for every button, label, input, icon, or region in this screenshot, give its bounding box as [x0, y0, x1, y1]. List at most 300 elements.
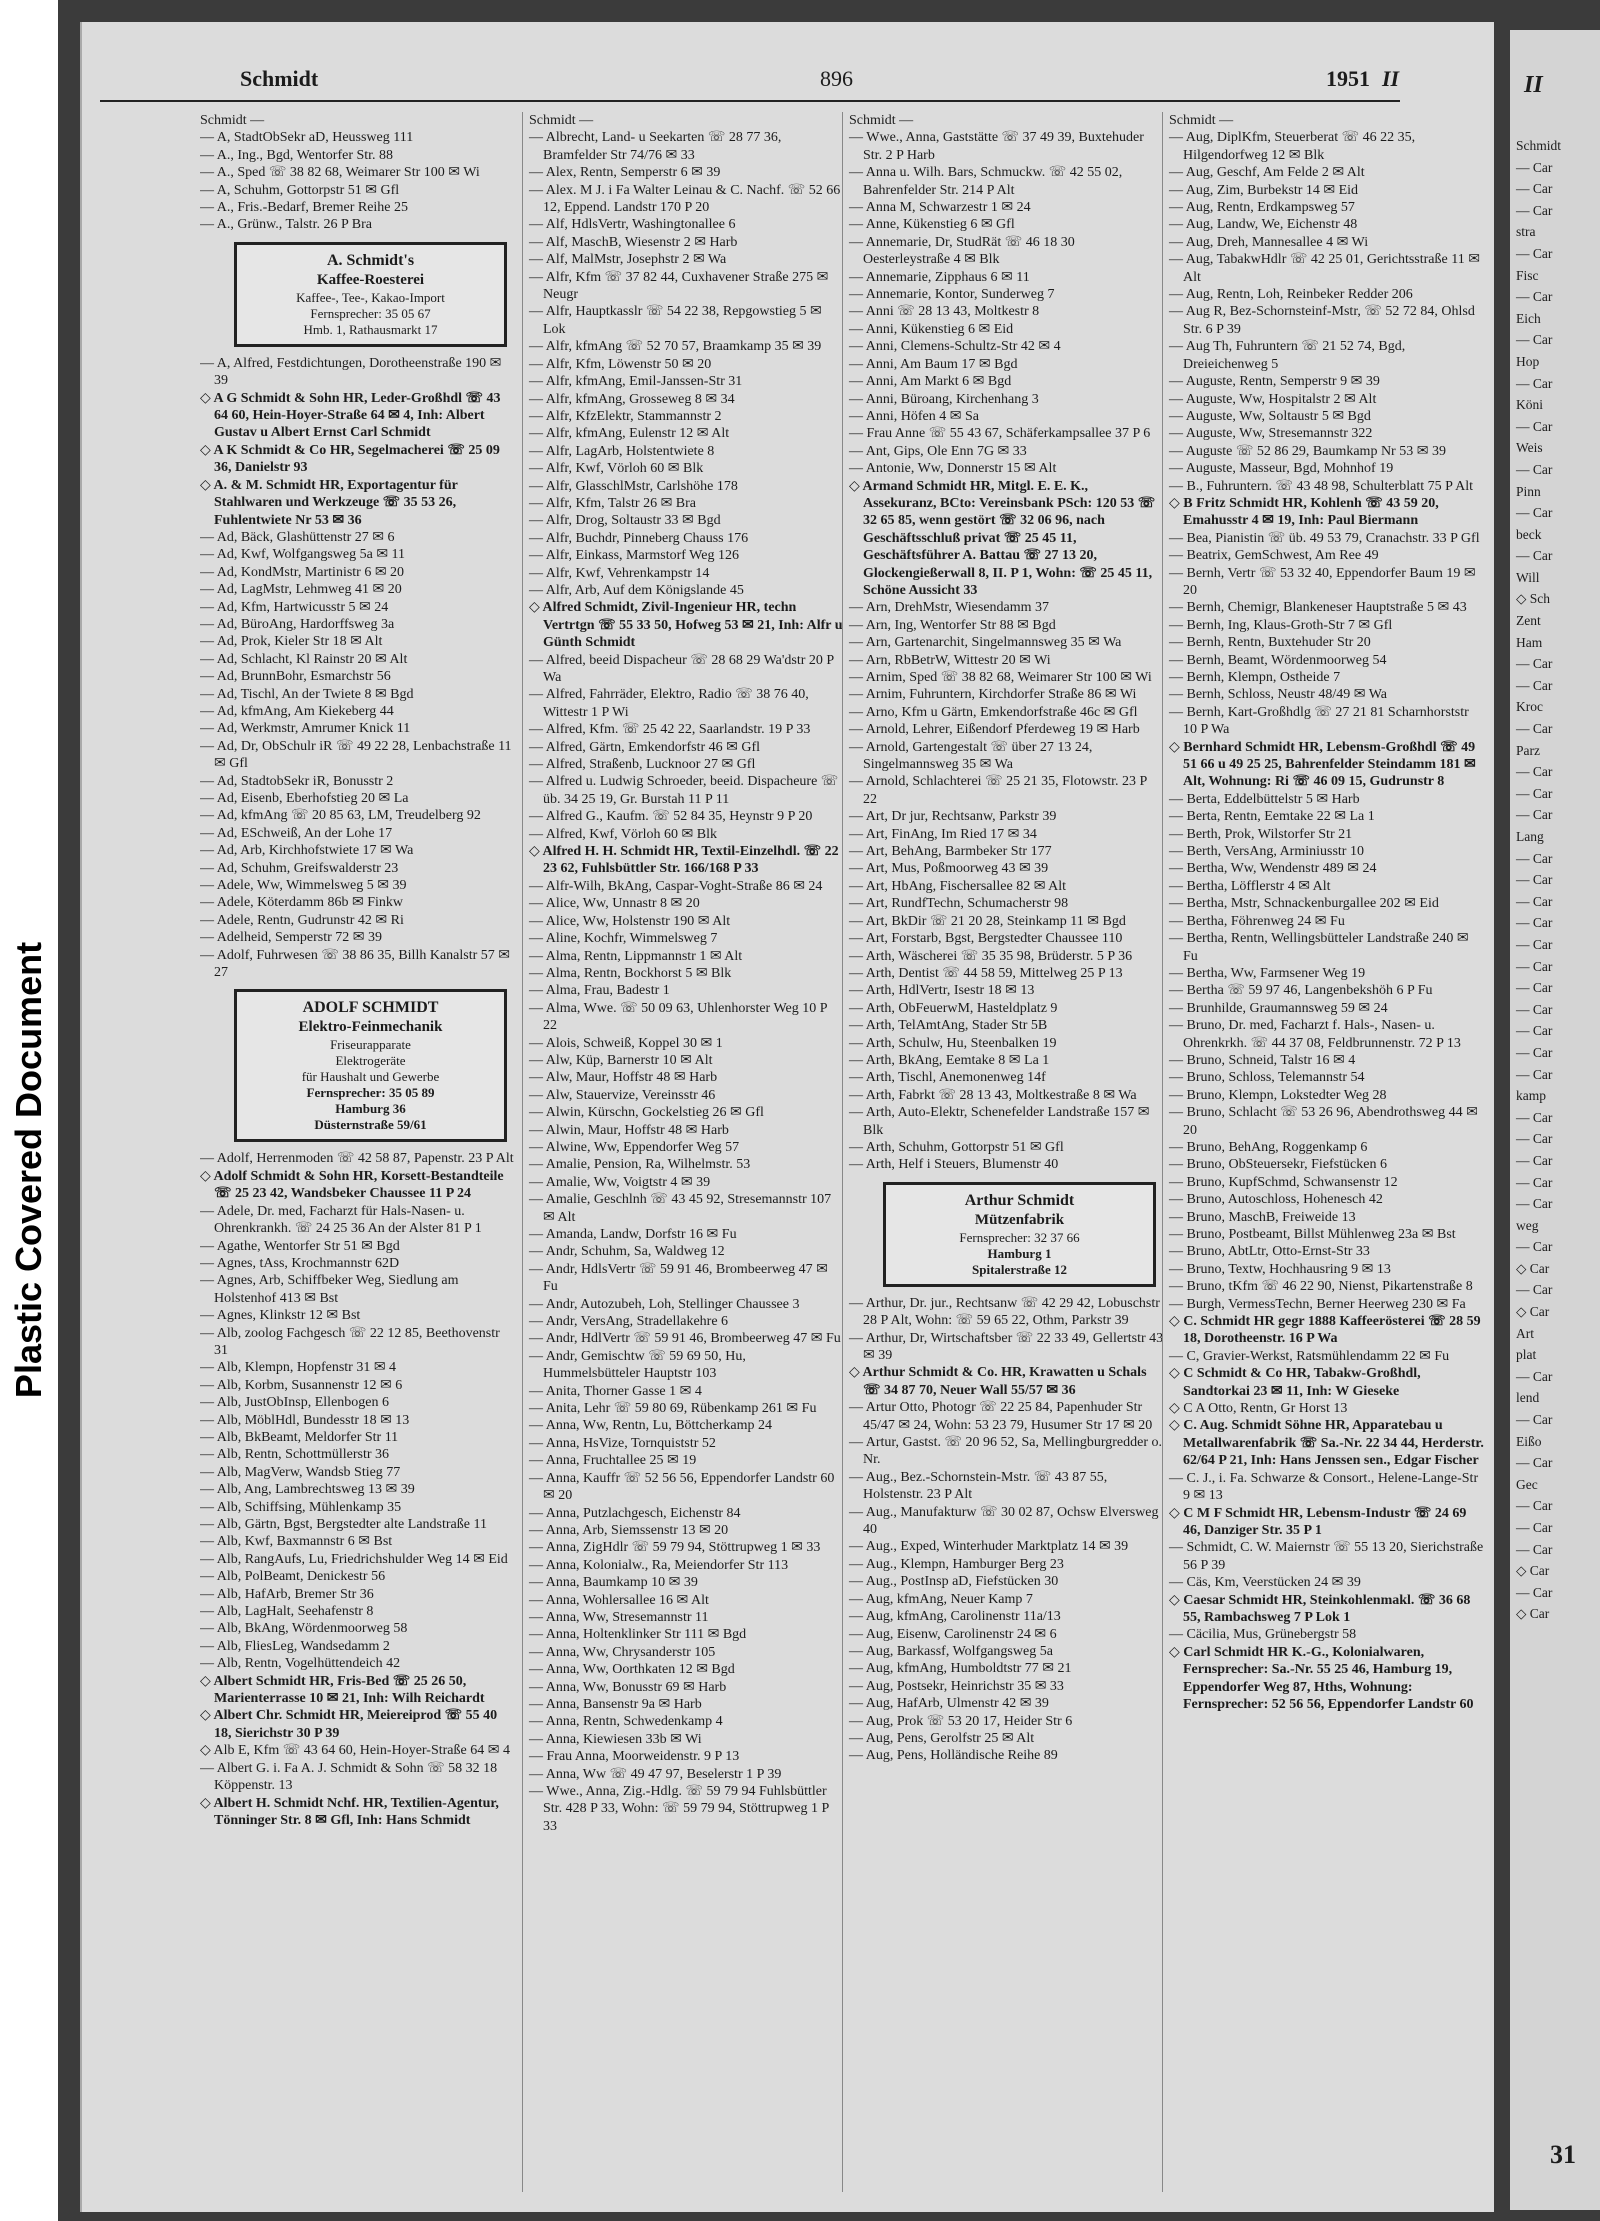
directory-entry: — Aline, Kochfr, Wimmelsweg 7 — [529, 931, 718, 947]
directory-entry: — Ad, Eisenb, Eberhofstieg 20 ✉ La — [200, 791, 409, 806]
directory-entry: — Alfr, Kwf, Vörloh 60 ✉ Blk — [529, 461, 704, 477]
directory-entry: — Car — [1516, 1152, 1553, 1168]
directory-entry: — Arth, Wäscherei ☏ 35 35 98, Brüderstr. 5 P 36 — [849, 948, 1133, 964]
directory-entry: — Aug, Prok ☏ 53 20 17, Heider Str 6 — [849, 1713, 1073, 1729]
directory-entry: — Alw, Küp, Barnerstr 10 ✉ Alt — [529, 1052, 713, 1068]
directory-entry: — Alb, FliesLeg, Wandsedamm 2 — [200, 1638, 390, 1654]
directory-entry: Parz — [1516, 742, 1540, 758]
directory-entry: — Annemarie, Dr, StudRät ☏ 46 18 30 Oesterleystraße 4 ✉ Blk — [849, 234, 1075, 268]
directory-entry: — Amanda, Landw, Dorfstr 16 ✉ Fu — [529, 1227, 737, 1242]
directory-entry: — Art, BehAng, Barmbeker Str 177 — [849, 844, 1052, 860]
directory-entry: Schmidt — — [849, 113, 914, 128]
directory-entry: — Alex. M J. i Fa Walter Leinau & C. Nachf. ☏ 52 66 12, Eppend. Landstr 170 P 20 — [529, 182, 841, 216]
advert-kaffee-roesterei — [234, 242, 507, 347]
directory-entry: ◇ Alfred Schmidt, Zivil-Ingenieur HR, techn Vertrtgn ☏ 55 33 50, Hofweg 53 ✉ 21, Inh: Alfr u Günth Schmidt — [529, 600, 843, 651]
directory-entry: — Aug, Postsekr, Heinrichstr 35 ✉ 33 — [849, 1678, 1064, 1694]
directory-entry: — Alb, MöblHdl, Bundesstr 18 ✉ 13 — [200, 1412, 410, 1428]
directory-entry: — Andr, HdlsVertr ☏ 59 91 46, Brombeerweg 47 ✉ Fu — [529, 1261, 828, 1295]
directory-entry: — Annemarie, Kontor, Sunderweg 7 — [849, 287, 1055, 303]
directory-entry: — Bernh, Rentn, Buxtehuder Str 20 — [1169, 635, 1371, 651]
directory-entry: — Auguste, Rentn, Semperstr 9 ✉ 39 — [1169, 374, 1380, 390]
directory-entry: — Bruno, Klempn, Lokstedter Weg 28 — [1169, 1087, 1387, 1103]
directory-entry: — Anna u. Wilh. Bars, Schmuckw. ☏ 42 55 02, Bahrenfelder Str. 214 P Alt — [849, 165, 1123, 198]
directory-entry: — Alfred, Kfm. ☏ 25 42 22, Saarlandstr. 19 P 33 — [529, 722, 811, 738]
directory-entry: — Car — [1516, 936, 1553, 952]
directory-entry: — Car — [1516, 677, 1553, 693]
directory-entry: Eißo — [1516, 1433, 1542, 1449]
directory-entry: — Auguste, Ww, Hospitalstr 2 ✉ Alt — [1169, 391, 1377, 407]
directory-entry: — Alfred u. Ludwig Schroeder, beeid. Dispacheure ☏ üb. 34 25 19, Gr. Burstah 11 P 11 — [529, 774, 839, 807]
directory-entry: — Alwin, Maur, Hoffstr 48 ✉ Harb — [529, 1122, 729, 1138]
directory-entry: — Agnes, Klinkstr 12 ✉ Bst — [200, 1308, 361, 1324]
directory-entry: — Anna, Kolonialw., Ra, Meiendorfer Str 113 — [529, 1557, 789, 1573]
directory-columns — [200, 112, 1492, 2192]
directory-entry: — Anni, Clemens-Schultz-Str 42 ✉ 4 — [849, 339, 1061, 355]
advert-subtitle: Kaffee-Roesterei — [316, 271, 425, 288]
directory-entry: — Bruno, BehAng, Roggenkamp 6 — [1169, 1139, 1368, 1155]
directory-entry: — Anna, Wohlersallee 16 ✉ Alt — [529, 1592, 709, 1608]
directory-entry: — Arnim, Sped ☏ 38 82 68, Weimarer Str 100 ✉ Wi — [849, 670, 1152, 685]
directory-entry: ◇ Sch — [1516, 591, 1551, 607]
directory-entry: ◇ Car — [1516, 1304, 1550, 1320]
directory-entry: ◇ Armand Schmidt HR, Mitgl. E. E. K., Assekuranz, BCto: Vereinsbank PSch: 120 53 ☏ 32 65 85, wenn gestört ☏ 32 06 96, nach Geschäftsschluß privat ☏ 25 45 11, Geschäftsführer A. Battau ☏ 27 13 20, Glockengießerwall 8, II. P 1, Wohn: ☏ 25 45 11, Schöne Aussicht 33 — [849, 478, 1156, 598]
directory-entry: — Bertha, Föhrenweg 24 ✉ Fu — [1169, 913, 1345, 929]
directory-entry: — Car — [1516, 1044, 1553, 1060]
directory-entry: — Andr, Gemischtw ☏ 59 69 50, Hu, Hummelsbütteler Hauptstr 103 — [529, 1348, 746, 1382]
directory-entry: — Arth, Dentist ☏ 44 58 59, Mittelweg 25 P 13 — [849, 965, 1123, 981]
advert-line: Elektrogeräte — [335, 1053, 406, 1069]
directory-entry: — Alfred, beeid Dispacheur ☏ 28 68 29 Wa'dstr 20 P Wa — [529, 652, 834, 685]
directory-entry: — Arn, Ing, Wentorfer Str 88 ✉ Bgd — [849, 617, 1056, 633]
directory-entry: Fisc — [1516, 267, 1539, 283]
directory-entry: — Amalie, Pension, Ra, Wilhelmstr. 53 — [529, 1157, 751, 1173]
directory-entry: — Adele, Dr. med, Facharzt für Hals-Nasen- u. Ohrenkrankh. ☏ 24 25 36 An der Alster 81 P 1 — [200, 1203, 482, 1237]
directory-entry: — Art, Forstarb, Bgst, Bergstedter Chaussee 110 — [849, 931, 1123, 947]
directory-entry: — Car — [1516, 332, 1553, 348]
directory-entry: Schmidt — — [529, 113, 594, 128]
directory-entry: Art — [1516, 1325, 1534, 1341]
directory-entry: — Ad, Tischl, An der Twiete 8 ✉ Bgd — [200, 686, 414, 702]
directory-entry: — Alb, BkAng, Wördenmoorweg 58 — [200, 1621, 408, 1637]
directory-entry: — Car — [1516, 375, 1553, 391]
directory-entry: — Alb, Ang, Lambrechtsweg 13 ✉ 39 — [200, 1482, 415, 1498]
directory-entry: ◇ C. Schmidt HR gegr 1888 Kaffeerösterei ☏ 28 59 18, Dorotheenstr. 16 P Wa — [1169, 1314, 1481, 1347]
plastic-cover-banner — [0, 0, 58, 2221]
directory-entry: — Adele, Rentn, Gudrunstr 42 ✉ Ri — [200, 912, 404, 928]
directory-entry: Schmidt — [1516, 138, 1562, 153]
directory-entry: — Car — [1516, 785, 1553, 801]
directory-entry: — Car — [1516, 1455, 1553, 1471]
directory-entry: — Anna, Putzlachgesch, Eichenstr 84 — [529, 1505, 741, 1521]
directory-entry: Kroc — [1516, 699, 1543, 715]
directory-entry: ◇ Alfred H. H. Schmidt HR, Textil-Einzelhdl. ☏ 22 23 62, Fuhlsbüttler Str. 166/168 P 33 — [529, 844, 839, 877]
directory-entry: ◇ Alb E, Kfm ☏ 43 64 60, Hein-Hoyer-Straße 64 ✉ 4 — [200, 1743, 510, 1759]
directory-entry: — Adele, Köterdamm 86b ✉ Finkw — [200, 895, 404, 911]
advert-line: Hmb. 1, Rathausmarkt 17 — [303, 321, 438, 337]
directory-entry: — Ad, Prok, Kieler Str 18 ✉ Alt — [200, 634, 383, 650]
directory-entry: — C, Gravier-Werkst, Ratsmühlendamm 22 ✉ Fu — [1169, 1348, 1450, 1364]
directory-entry: — Adolf, Herrenmoden ☏ 42 58 87, Papenstr. 23 P Alt — [200, 1151, 514, 1167]
directory-entry: — Wwe., Anna, Gaststätte ☏ 37 49 39, Buxtehuder Str. 2 P Harb — [849, 130, 1144, 163]
directory-entry: — Aug., Bez.-Schornstein-Mstr. ☏ 43 87 55, Holstenstr. 23 P Alt — [849, 1469, 1108, 1503]
directory-entry: — Alw, Maur, Hoffstr 48 ✉ Harb — [529, 1070, 718, 1086]
directory-entry: — Bernh, Kart-Großhdlg ☏ 27 21 81 Scharnhorststr 10 P Wa — [1169, 704, 1469, 738]
directory-entry: — Alfred, Gärtn, Emkendorfstr 46 ✉ Gfl — [529, 739, 761, 755]
directory-entry: — Aug, kfmAng, Humboldtstr 77 ✉ 21 — [849, 1661, 1072, 1677]
directory-entry: — Alfred G., Kaufm. ☏ 52 84 35, Heynstr 9 P 20 — [529, 809, 813, 825]
directory-entry: — Albrecht, Land- u Seekarten ☏ 28 77 36, Bramfelder Str 74/76 ✉ 33 — [529, 130, 782, 163]
directory-entry: — Agnes, tAss, Krochmannstr 62D — [200, 1255, 400, 1271]
advert-city: Hamburg 36 — [335, 1101, 406, 1117]
directory-entry: — Alfr, Kfm ☏ 37 82 44, Cuxhavener Straße 275 ✉ Neugr — [529, 269, 829, 303]
directory-entry: — Bruno, Schneid, Talstr 16 ✉ 4 — [1169, 1052, 1356, 1068]
directory-entry: — Car — [1516, 1282, 1553, 1298]
advert-name: A. Schmidt's — [326, 251, 415, 269]
directory-entry: — Ad, Bäck, Glashüttenstr 27 ✉ 6 — [200, 529, 395, 545]
directory-entry: — Arno, Kfm u Gärtn, Emkendorfstraße 46c ✉ Gfl — [849, 704, 1138, 720]
directory-entry: — Annemarie, Zipphaus 6 ✉ 11 — [849, 269, 1030, 285]
advert-name: Arthur Schmidt — [964, 1191, 1075, 1209]
directory-entry: weg — [1516, 1217, 1539, 1233]
directory-entry: Weis — [1516, 440, 1543, 456]
directory-entry: — Alb, Schiffsing, Mühlenkamp 35 — [200, 1499, 402, 1515]
advert-name: ADOLF SCHMIDT — [302, 999, 439, 1017]
directory-entry: — Bruno, KupfSchmd, Schwansenstr 12 — [1169, 1174, 1398, 1190]
directory-entry: — Car — [1516, 764, 1553, 780]
adjacent-page-edge — [1510, 30, 1600, 2210]
directory-entry: ◇ B Fritz Schmidt HR, Kohlenh ☏ 43 59 20, Emahusstr 4 ✉ 19, Inh: Paul Biermann — [1169, 495, 1439, 529]
directory-entry: — Berth, Prok, Wilstorfer Str 21 — [1169, 826, 1353, 842]
directory-entry: — Car — [1516, 245, 1553, 261]
directory-entry: — Art, FinAng, Im Ried 17 ✉ 34 — [849, 826, 1037, 842]
directory-entry: — Amalie, Ww, Voigtstr 4 ✉ 39 — [529, 1174, 711, 1190]
directory-entry: — Bruno, Postbeamt, Billst Mühlenweg 23a ✉ Bst — [1169, 1227, 1456, 1242]
directory-entry: — Bea, Pianistin ☏ üb. 49 53 79, Cranachstr. 33 P Gfl — [1169, 530, 1480, 546]
directory-entry: — Anna, ZigHdlr ☏ 59 79 94, Stöttrupweg 1 ✉ 33 — [529, 1540, 821, 1556]
directory-entry: — Alwin, Kürschn, Gockelstieg 26 ✉ Gfl — [529, 1105, 764, 1121]
directory-entry: — Anita, Thorner Gasse 1 ✉ 4 — [529, 1383, 702, 1399]
directory-entry: — Auguste, Ww, Soltaustr 5 ✉ Bgd — [1169, 408, 1371, 424]
directory-entry: — Arth, Helf i Steuers, Blumenstr 40 — [849, 1157, 1059, 1173]
header-volume: II — [1382, 66, 1400, 91]
directory-entry: — Alb, RangAufs, Lu, Friedrichshulder Weg 14 ✉ Eid — [200, 1551, 508, 1567]
directory-entry: — A, Alfred, Festdichtungen, Dorotheenstraße 190 ✉ 39 — [200, 355, 502, 389]
directory-entry: — Arn, RbBetrW, Wittestr 20 ✉ Wi — [849, 652, 1051, 668]
directory-entry: — Anna, Ww, Bonusstr 69 ✉ Harb — [529, 1679, 727, 1695]
directory-entry: — Bertha, Löfflerstr 4 ✉ Alt — [1169, 878, 1331, 894]
directory-entry: — Car — [1516, 915, 1553, 931]
directory-entry: — Auguste ☏ 52 86 29, Baumkamp Nr 53 ✉ 39 — [1169, 443, 1446, 459]
directory-entry: — Frau Anne ☏ 55 43 67, Schäferkampsallee 37 P 6 — [849, 426, 1151, 442]
directory-entry: — Alma, Rentn, Lippmannstr 1 ✉ Alt — [529, 948, 743, 964]
directory-entry: — B., Fuhruntern. ☏ 43 48 98, Schulterblatt 75 P Alt — [1169, 478, 1473, 494]
directory-entry: — Art, HbAng, Fischersallee 82 ✉ Alt — [849, 878, 1067, 894]
directory-entry: — Ad, BrunnBohr, Esmarchstr 56 — [200, 669, 391, 685]
directory-entry: — Car — [1516, 1066, 1553, 1082]
directory-entry: — Burgh, VermessTechn, Berner Heerweg 230 ✉ Fa — [1169, 1296, 1466, 1312]
directory-entry: ◇ Carl Schmidt HR K.-G., Kolonialwaren, Fernsprecher: Sa.-Nr. 55 25 46, Hamburg 19, Eppendorfer Weg 87, Hths, Wohnung: Fernsprecher: 52 56 56, Eppendorfer Landstr 60 — [1169, 1644, 1474, 1712]
directory-entry: — Alfr, kfmAng, Emil-Janssen-Str 31 — [529, 374, 743, 390]
directory-entry: — Ad, Arb, Kirchhofstwiete 17 ✉ Wa — [200, 843, 414, 859]
directory-entry: — Arth, Fabrkt ☏ 28 13 43, Moltkestraße 8 ✉ Wa — [849, 1087, 1137, 1103]
directory-entry: stra — [1516, 224, 1536, 240]
directory-entry: — Ad, kfmAng ☏ 20 85 63, LM, Treudelberg 92 — [200, 808, 481, 824]
directory-entry: — Anni, Am Markt 6 ✉ Bgd — [849, 374, 1012, 390]
directory-entry: plat — [1516, 1347, 1537, 1363]
directory-entry: — Aug., Klempn, Hamburger Berg 23 — [849, 1556, 1064, 1572]
directory-entry: Eich — [1516, 310, 1541, 326]
directory-entry: — Aug, HafArb, Ulmenstr 42 ✉ 39 — [849, 1696, 1049, 1712]
directory-entry: — Arnim, Fuhruntern, Kirchdorfer Straße 86 ✉ Wi — [849, 687, 1137, 703]
directory-entry: Schmidt — — [1169, 113, 1234, 128]
directory-entry: — Ad, KondMstr, Martinistr 6 ✉ 20 — [200, 564, 405, 580]
page-header — [100, 64, 1400, 102]
directory-entry: — Bruno, Autoschloss, Hohenesch 42 — [1169, 1192, 1383, 1208]
directory-entry: — Amalie, Geschlnh ☏ 43 45 92, Stresemannstr 107 ✉ Alt — [529, 1192, 832, 1225]
directory-entry: — Frau Anna, Moorweidenstr. 9 P 13 — [529, 1749, 740, 1765]
directory-entry: — Anni, Büroang, Kirchenhang 3 — [849, 391, 1039, 407]
directory-entry: — Berth, VersAng, Arminiusstr 10 — [1169, 844, 1364, 860]
directory-entry: — Schmidt, C. W. Maiernstr ☏ 55 13 20, Sierichstraße 56 P 39 — [1169, 1540, 1484, 1573]
directory-entry: — Anni, Am Baum 17 ✉ Bgd — [849, 356, 1018, 372]
directory-entry: — Arnold, Schlachterei ☏ 25 21 35, Flotowstr. 23 P 22 — [849, 774, 1147, 807]
directory-entry: — Car — [1516, 1498, 1553, 1514]
directory-entry: — Beatrix, GemSchwest, Am Ree 49 — [1169, 548, 1379, 564]
directory-entry: — Ad, ESchweiß, An der Lohe 17 — [200, 825, 393, 841]
directory-entry: — Anna, Fruchtallee 25 ✉ 19 — [529, 1453, 697, 1469]
directory-entry: ◇ A. & M. Schmidt HR, Exportagentur für Stahlwaren und Werkzeuge ☏ 35 53 26, Fuhlentwiete Nr 53 ✉ 36 — [200, 477, 458, 528]
directory-entry: — Aug, Barkassf, Wolfgangsweg 5a — [849, 1643, 1053, 1659]
directory-entry: — Anita, Lehr ☏ 59 80 69, Rübenkamp 261 ✉ Fu — [529, 1401, 817, 1417]
directory-entry: — Artur, Gastst. ☏ 20 96 52, Sa, Mellingburgredder o. Nr. — [849, 1435, 1162, 1468]
directory-entry: — Arnold, Lehrer, Eißendorf Pferdeweg 19 ✉ Harb — [849, 722, 1140, 738]
directory-entry: — Andr, HdlVertr ☏ 59 91 46, Brombeerweg 47 ✉ Fu — [529, 1331, 841, 1347]
directory-entry: — Car — [1516, 181, 1553, 197]
advert-line: Kaffee-, Tee-, Kakao-Import — [296, 289, 445, 305]
directory-entry: — Alma, Wwe. ☏ 50 09 63, Uhlenhorster Weg 10 P 22 — [529, 1000, 828, 1034]
directory-entry: — Bruno, Textw, Hochhausring 9 ✉ 13 — [1169, 1261, 1391, 1277]
directory-entry: — Alf, HdlsVertr, Washingtonallee 6 — [529, 217, 736, 233]
advert-phone: Fernsprecher: 35 05 89 — [306, 1085, 435, 1101]
directory-entry: — Arth, Schulw, Hu, Steenbalken 19 — [849, 1035, 1057, 1051]
advert-line: für Haushalt und Gewerbe — [301, 1069, 440, 1085]
directory-entry: — Aug, Pens, Holländische Reihe 89 — [849, 1748, 1058, 1764]
directory-entry: — Alma, Rentn, Bockhorst 5 ✉ Blk — [529, 965, 732, 981]
directory-entry: — Car — [1516, 1541, 1553, 1557]
directory-entry: — Car — [1516, 418, 1553, 434]
directory-entry: — Car — [1516, 872, 1553, 888]
directory-entry: — Arn, DrehMstr, Wiesendamm 37 — [849, 600, 1050, 616]
directory-entry: — Anna, Holtenklinker Str 111 ✉ Bgd — [529, 1627, 747, 1643]
directory-entry: — Alfred, Straßenb, Lucknoor 27 ✉ Gfl — [529, 757, 756, 773]
directory-entry: Gec — [1516, 1476, 1538, 1492]
directory-entry: Hop — [1516, 353, 1540, 369]
column-1 — [200, 112, 515, 2192]
directory-entry: — Ant, Gips, Ole Enn 7G ✉ 33 — [849, 443, 1027, 459]
advert-city: Hamburg 1 — [987, 1245, 1052, 1261]
advert-subtitle: Mützenfabrik — [974, 1211, 1065, 1228]
adjacent-page-footer: 31 — [1550, 2140, 1576, 2169]
directory-entry: — Alfr, kfmAng, Grosseweg 8 ✉ 34 — [529, 391, 735, 407]
directory-entry: — Alf, MalMstr, Josephstr 2 ✉ Wa — [529, 252, 727, 268]
directory-entry: — A., Sped ☏ 38 82 68, Weimarer Str 100 ✉ Wi — [200, 165, 480, 181]
advert-line: Friseurapparate — [330, 1037, 411, 1053]
directory-entry: — Car — [1516, 202, 1553, 218]
directory-entry: — Aug., Exped, Winterhuder Marktplatz 14 ✉ 39 — [849, 1539, 1129, 1555]
directory-entry: — Anne, Kükenstieg 6 ✉ Gfl — [849, 217, 1015, 233]
advert-muetzenfabrik — [883, 1182, 1156, 1287]
directory-entry: — Anni, Kükenstieg 6 ✉ Eid — [849, 321, 1014, 337]
directory-entry: — Aug, Rentn, Erdkampsweg 57 — [1169, 200, 1355, 216]
directory-entry: — Car — [1516, 1584, 1553, 1600]
directory-entry: — Aug, Zim, Burbekstr 14 ✉ Eid — [1169, 182, 1359, 198]
directory-entry: — Art, Dr jur, Rechtsanw, Parkstr 39 — [849, 809, 1057, 825]
directory-entry: — Ad, StadtobSekr iR, Bonusstr 2 — [200, 773, 394, 789]
directory-entry: — Car — [1516, 505, 1553, 521]
directory-entry: — Adelheid, Semperstr 72 ✉ 39 — [200, 930, 383, 946]
directory-entry: — Arnold, Gartengestalt ☏ über 27 13 24, Singelmannsweg 35 ✉ Wa — [849, 739, 1093, 773]
directory-entry: — Arn, Gartenarchit, Singelmannsweg 35 ✉ Wa — [849, 635, 1122, 651]
directory-entry: — Bertha ☏ 59 97 46, Langenbekshöh 6 P Fu — [1169, 983, 1433, 999]
directory-entry: ◇ Bernhard Schmidt HR, Lebensm-Großhdl ☏ 49 51 66 u 49 25 25, Bahrenfelder Steindamm 181 ✉ Alt, Wohnung: Ri ☏ 46 09 15, Gudrunstr 8 — [1169, 739, 1476, 790]
directory-entry: — Car — [1516, 1412, 1553, 1428]
directory-entry: — Andr, Autozubeh, Loh, Stellinger Chaussee 3 — [529, 1296, 800, 1312]
directory-entry: — Arth, Tischl, Anemonenweg 14f — [849, 1070, 1046, 1086]
directory-entry: — Ad, kfmAng, Am Kiekeberg 44 — [200, 703, 394, 719]
directory-entry: — Bruno, tKfm ☏ 46 22 90, Nienst, Pikartenstraße 8 — [1169, 1279, 1473, 1295]
directory-entry: — Car — [1516, 1239, 1553, 1255]
directory-entry: — Bruno, AbtLtr, Otto-Ernst-Str 33 — [1169, 1244, 1370, 1260]
directory-entry: — Alfr, kfmAng, Eulenstr 12 ✉ Alt — [529, 426, 730, 442]
directory-entry: — Alois, Schweiß, Koppel 30 ✉ 1 — [529, 1035, 723, 1051]
directory-entry: — Anna, Ww, Rentn, Lu, Böttcherkamp 24 — [529, 1418, 773, 1434]
directory-entry: — Bruno, Dr. med, Facharzt f. Hals-, Nasen- u. Ohrenkrkh. ☏ 44 37 08, Feldbrunnenstr. 72 P 13 — [1169, 1018, 1461, 1051]
directory-entry: — Berta, Eddelbüttelstr 5 ✉ Harb — [1169, 791, 1360, 807]
adjacent-page-header: II — [1524, 72, 1543, 98]
directory-entry: ◇ Albert Schmidt HR, Fris-Bed ☏ 25 26 50, Marienterrasse 10 ✉ 21, Inh: Wilh Reichardt — [200, 1673, 485, 1707]
directory-entry: — Andr, Schuhm, Sa, Waldweg 12 — [529, 1244, 725, 1260]
directory-entry: — Alb, HafArb, Bremer Str 36 — [200, 1586, 374, 1602]
directory-entry: — Arth, TelAmtAng, Stader Str 5B — [849, 1018, 1048, 1034]
directory-entry: — Car — [1516, 1196, 1553, 1212]
advert-elektro-feinmechanik — [234, 989, 507, 1142]
advert-line: Fernsprecher: 35 05 67 — [310, 305, 431, 321]
directory-entry: ◇ Car — [1516, 1260, 1550, 1276]
directory-entry: — Aug, Rentn, Loh, Reinbeker Redder 206 — [1169, 287, 1413, 303]
directory-entry: — Alfr, KfzElektr, Stammannstr 2 — [529, 408, 722, 424]
directory-entry: — Aug., PostInsp aD, Fiefstücken 30 — [849, 1574, 1059, 1590]
directory-entry: — Alfr, Kfm, Talstr 26 ✉ Bra — [529, 495, 697, 511]
directory-entry: Köni — [1516, 397, 1543, 413]
directory-entry: — Bertha, Mstr, Schnackenburgallee 202 ✉ Eid — [1169, 896, 1439, 912]
directory-entry: — Anna, Ww, Chrysanderstr 105 — [529, 1644, 716, 1660]
directory-entry: — Adolf, Fuhrwesen ☏ 38 86 35, Billh Kanalstr 57 ✉ 27 — [200, 947, 510, 981]
directory-entry: — Car — [1516, 1109, 1553, 1125]
directory-entry: — Anna, Rentn, Schwedenkamp 4 — [529, 1714, 723, 1730]
directory-entry: — Brunhilde, Graumannsweg 59 ✉ 24 — [1169, 1000, 1388, 1016]
directory-entry: — Adele, Ww, Wimmelsweg 5 ✉ 39 — [200, 878, 407, 894]
directory-entry: — Aug, Eisenw, Carolinenstr 24 ✉ 6 — [849, 1626, 1057, 1642]
directory-entry: — Art, RundfTechn, Schumacherstr 98 — [849, 896, 1069, 912]
directory-entry: kamp — [1516, 1088, 1546, 1104]
advert-subtitle: Elektro-Feinmechanik — [298, 1019, 443, 1036]
directory-entry: — Aug, Pens, Gerolfstr 25 ✉ Alt — [849, 1730, 1035, 1746]
directory-entry: — Anna, HsVize, Tornquiststr 52 — [529, 1435, 716, 1451]
directory-entry: — Aug., Manufakturw ☏ 30 02 87, Ochsw Elversweg 40 — [849, 1504, 1159, 1538]
directory-entry: — Alb, Gärtn, Bgst, Bergstedter alte Landstraße 11 — [200, 1517, 487, 1532]
directory-entry: — Arth, ObFeuerwM, Hasteldplatz 9 — [849, 1000, 1058, 1016]
directory-entry: — Alfred, Kwf, Vörloh 60 ✉ Blk — [529, 826, 718, 842]
directory-entry: — Alb, Rentn, Schottmüllerstr 36 — [200, 1447, 389, 1463]
directory-entry: — Alb, Kwf, Baxmannstr 6 ✉ Bst — [200, 1534, 393, 1550]
directory-entry: — Ad, Kwf, Wolfgangsweg 5a ✉ 11 — [200, 547, 406, 563]
directory-entry: — Aug R, Bez-Schornsteinf-Mstr, ☏ 52 72 84, Ohlsd Str. 6 P 39 — [1169, 304, 1475, 337]
directory-entry: — Alb, Korbm, Susannenstr 12 ✉ 6 — [200, 1377, 403, 1393]
directory-entry: — Aug, Landw, We, Eichenstr 48 — [1169, 217, 1358, 233]
directory-entry: — Car — [1516, 1368, 1553, 1384]
directory-entry: ◇ Adolf Schmidt & Sohn HR, Korsett-Bestandteile ☏ 25 23 42, Wandsbeker Chaussee 11 P 24 — [200, 1168, 504, 1202]
directory-entry: — Alb, zoolog Fachgesch ☏ 22 12 85, Beethovenstr 31 — [200, 1325, 500, 1358]
directory-entry: — Alb, MagVerw, Wandsb Stieg 77 — [200, 1464, 401, 1480]
directory-entry: — Anna M, Schwarzestr 1 ✉ 24 — [849, 200, 1031, 216]
directory-entry: ◇ Arthur Schmidt & Co. HR, Krawatten u Schals ☏ 34 87 70, Neuer Wall 55/57 ✉ 36 — [849, 1365, 1147, 1398]
directory-entry: — Cäcilia, Mus, Grünebergstr 58 — [1169, 1627, 1357, 1643]
directory-entry: — Aug, Geschf, Am Felde 2 ✉ Alt — [1169, 165, 1365, 181]
advert-street: Düsternstraße 59/61 — [314, 1117, 427, 1133]
directory-entry: — Alfr, LagArb, Holstentwiete 8 — [529, 443, 715, 459]
directory-entry: — Antonie, Ww, Donnerstr 15 ✉ Alt — [849, 461, 1057, 477]
directory-entry: — Anna, Kauffr ☏ 52 56 56, Eppendorfer Landstr 60 ✉ 20 — [529, 1470, 835, 1504]
directory-entry: — Car — [1516, 721, 1553, 737]
directory-entry: — Anna, Ww, Oorthkaten 12 ✉ Bgd — [529, 1662, 735, 1678]
directory-entry: — Alwine, Ww, Eppendorfer Weg 57 — [529, 1139, 740, 1155]
directory-entry: Zent — [1516, 613, 1541, 629]
directory-entry: — Alfr, Hauptkasslr ☏ 54 22 38, Repgowstieg 5 ✉ Lok — [529, 304, 822, 337]
directory-entry: — Anna, Kiewiesen 33b ✉ Wi — [529, 1731, 702, 1747]
directory-entry: — Auguste, Ww, Stresemannstr 322 — [1169, 426, 1373, 442]
directory-entry: — A., Ing., Bgd, Wentorfer Str. 88 — [200, 147, 394, 163]
directory-entry: — Car — [1516, 289, 1553, 305]
advert-phone: Fernsprecher: 32 37 66 — [959, 1229, 1080, 1245]
header-year: 1951 — [1326, 66, 1370, 91]
directory-entry: — Alb, JustObInsp, Ellenbogen 6 — [200, 1395, 389, 1411]
directory-entry: — Alfr, Buchdr, Pinneberg Chauss 176 — [529, 530, 749, 546]
directory-entry: — Car — [1516, 1131, 1553, 1147]
directory-entry: ◇ C. Aug. Schmidt Söhne HR, Apparatebau u Metallwarenfabrik ☏ Sa.-Nr. 22 34 44, Herderstr. 62/64 P 21, Inh: Hans Jenssen sen., Edgar Fischer — [1169, 1418, 1484, 1469]
directory-entry: — A., Grünw., Talstr. 26 P Bra — [200, 217, 372, 233]
directory-entry: — Arth, BkAng, Eemtake 8 ✉ La 1 — [849, 1052, 1050, 1068]
directory-entry: — Anna, Arb, Siemssenstr 13 ✉ 20 — [529, 1522, 729, 1538]
directory-entry: — Car — [1516, 980, 1553, 996]
directory-entry: — Arth, Auto-Elektr, Schenefelder Landstraße 157 ✉ Blk — [849, 1105, 1150, 1138]
directory-entry: — Arth, Schuhm, Gottorpstr 51 ✉ Gfl — [849, 1139, 1064, 1155]
directory-entry: — Alfred, Fahrräder, Elektro, Radio ☏ 38 76 40, Wittestr 1 P Wi — [529, 687, 809, 720]
directory-entry: — Car — [1516, 850, 1553, 866]
directory-entry: — A, StadtObSekr aD, Heussweg 111 — [200, 130, 414, 146]
directory-entry: — Alb, PolBeamt, Denickestr 56 — [200, 1569, 386, 1585]
directory-entry: — Ad, Werkmstr, Amrumer Knick 11 — [200, 721, 411, 737]
directory-entry: — Alw, Stauervize, Vereinsstr 46 — [529, 1087, 716, 1103]
directory-entry: — Car — [1516, 1023, 1553, 1039]
directory-entry: — Car — [1516, 1520, 1553, 1535]
directory-entry: — Arth, HdlVertr, Isestr 18 ✉ 13 — [849, 983, 1035, 999]
column-4 — [1162, 112, 1484, 2192]
directory-entry: — Car — [1516, 958, 1553, 974]
directory-entry: lend — [1516, 1390, 1540, 1406]
directory-entry: — Alfr-Wilh, BkAng, Caspar-Voght-Straße 86 ✉ 24 — [529, 878, 823, 894]
directory-entry: — Alfr, Kfm, Löwenstr 50 ✉ 20 — [529, 356, 712, 372]
directory-entry: — Bertha, Ww, Farmsener Weg 19 — [1169, 965, 1366, 981]
